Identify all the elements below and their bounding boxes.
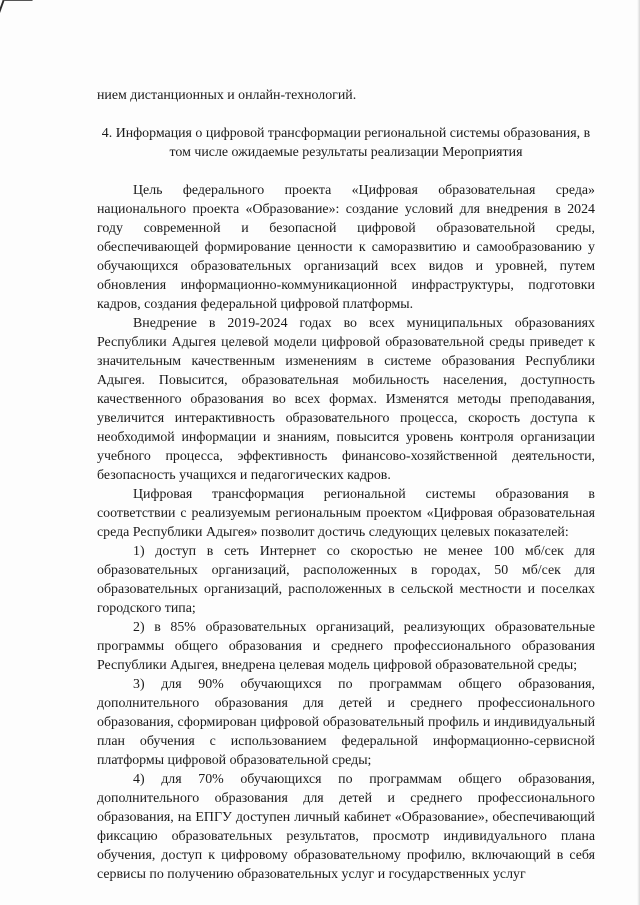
list-item-2: 2) в 85% образовательных организаций, реализующих образовательные программы общего образования и среднего профессионального образования Республики Адыгея, внедрена целевая модель цифровой образовательной среды; (97, 620, 595, 673)
scan-corner-mark (0, 0, 33, 15)
paragraph-transformation: Цифровая трансформация региональной системы образования в соответствии с реализуемым региональным проектом «Цифровая образовательная среда Республики Адыгея» позволит достичь следующих целевых показателей: (97, 487, 595, 540)
document-body (97, 86, 595, 884)
paragraph-implementation: Внедрение в 2019-2024 годах во всех муниципальных образованиях Республики Адыгея целевой модели цифровой образовательной среды приведет к значительным качественным изменениям в системе образования Республики Адыгея. Повысится, образовательная мобильность населения, доступность качественного образования во всех формах. Изменятся методы преподавания, увеличится интерактивность образовательного процесса, скорость доступа к необходимой информации и знаниям, повысится уровень контроля организации учебного процесса, эффективность финансово-хозяйственной деятельности, безопасность учащихся и педагогических кадров. (97, 316, 595, 483)
paragraph-goal: Цель федерального проекта «Цифровая образовательная среда» национального проекта «Образование»: создание условий для внедрения в 2024 году современной и безопасной цифровой образовательной среды, обеспечивающей формирование ценности к саморазвитию и самообразованию у обучающихся образовательных организаций всех видов и уровней, путем обновления информационно-коммуникационной инфраструктуры, подготовки кадров, создания федеральной цифровой платформы. (97, 183, 595, 312)
list-item-1: 1) доступ в сеть Интернет со скоростью не менее 100 мб/сек для образовательных организаций, расположенных в городах, 50 мб/сек для образовательных организаций, расположенных в сельской местности и поселках городского типа; (97, 544, 595, 616)
paragraph-continuation: нием дистанционных и онлайн-технологий. (97, 88, 357, 103)
list-item-4: 4) для 70% обучающихся по программам общего образования, дополнительного образования для детей и среднего профессионального образования, на ЕПГУ доступен личный кабинет «Образование», обеспечивающий фиксацию образовательных результатов, просмотр индивидуального плана обучения, доступ к цифровому образовательному профилю, включающий в себя сервисы по получению образовательных услуг и государственных услуг (97, 772, 595, 882)
section-heading: 4. Информация о цифровой трансформации региональной системы образования, в том числе ожидаемые результаты реализации Мероприятия (101, 126, 591, 160)
list-item-3: 3) для 90% обучающихся по программам общего образования, дополнительного образования для детей и среднего профессионального образования, сформирован цифровой образовательный профиль и индивидуальный план обучения с использованием федеральной информационно-сервисной платформы цифровой образовательной среды; (97, 677, 595, 768)
